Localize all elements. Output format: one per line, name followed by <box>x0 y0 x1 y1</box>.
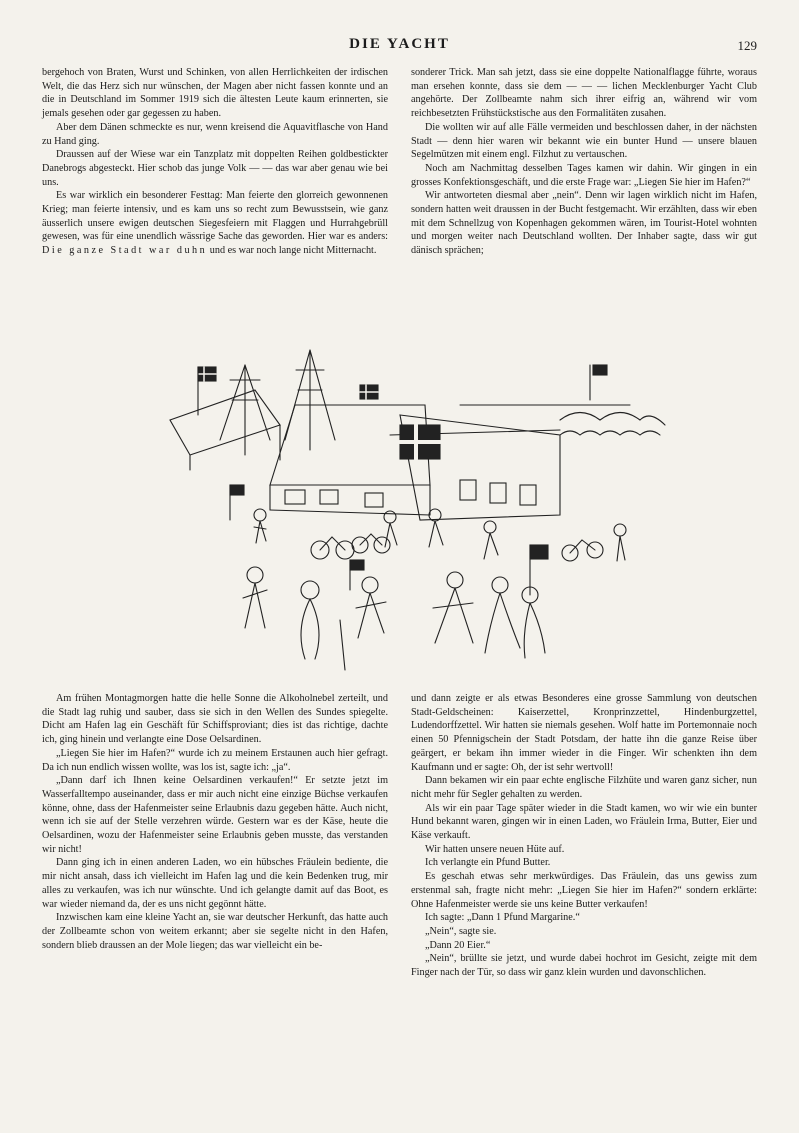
paragraph: Inzwischen kam eine kleine Yacht an, sie war deutscher Herkunft, das hatte auch der Zollbeamte schon von weitem erkannt; aber sie segelte nicht in den Hafen, sondern blieb draussen an der Mole liegen; das war vielleicht ein be- <box>42 912 388 951</box>
paragraph-end: und es war noch lange nicht Mitternacht. <box>209 245 377 257</box>
paragraph: Wir antworteten diesmal aber „nein“. Denn wir lagen wirklich nicht im Hafen, sondern hatten weit draussen in der Bucht festgemacht. Wir erzählten, dass wir eben mit dem Schnellzug von Kopenhagen gekommen wären, im Tourist-Hotel wohnten und morgen weiter nach Deutschland wollten. Der Inhaber sagte, dass wir gut dänisch sprächen; <box>411 190 757 257</box>
paragraph: Es geschah etwas sehr merkwürdiges. Das Fräulein, das uns gewiss zum erstenmal sah, fragte nicht mehr: „Liegen Sie hier im Hafen?“ sondern erklärte: Ohne Hafenmeister werde sie uns keine Butter verkaufen! <box>411 871 757 910</box>
paragraph: Wir hatten unsere neuen Hüte auf. <box>425 843 565 855</box>
column-top-right <box>411 66 757 258</box>
column-bottom-right <box>411 692 757 980</box>
paragraph: Dann ging ich in einen anderen Laden, wo ein hübsches Fräulein bediente, die mir nicht ansah, dass ich vielleicht im Hafen lag und die kein Bedenken trug, mir alles zu verkaufen, was ich nur wünschte. Und ich gelangte damit auf das Boot, es war wieder niemand da, der es uns nicht gegönnt hätte. <box>42 857 388 910</box>
paragraph: Ich verlangte ein Pfund Butter. <box>425 857 551 869</box>
harbor-festival-illustration <box>160 345 670 680</box>
paragraph: Aber dem Dänen schmeckte es nur, wenn kreisend die Aquavitflasche von Hand zu Hand ging. <box>42 121 388 147</box>
column-bottom-left <box>42 692 388 952</box>
paragraph: und dann zeigte er als etwas Besonderes eine grosse Sammlung von deutschen Stadt-Geldscheinen: Kaiserzettel, Kronprinzzettel, Hindenburgzettel, Ludendorffzettel. Wir hatten sie niemals gesehen. Wolf hatte im Portemonnaie noch einen 50 Pfennigschein der Stadt Potsdam, der hatte ihn die ganze Reise über geärgert, er bekam ihn immer wieder in die Finger. Wir schenkten ihn dem Kaufmann und er sagte: Oh, der ist sehr wertvoll! <box>411 693 757 773</box>
column-top-left <box>42 66 388 258</box>
paragraph: „Liegen Sie hier im Hafen?“ wurde ich zu meinem Erstaunen auch hier gefragt. Da ich nun endlich wissen wollte, was los ist, sagte ich: „ja“. <box>42 747 388 773</box>
page-number: 129 <box>737 38 757 53</box>
paragraph: Die wollten wir auf alle Fälle vermeiden und beschlossen daher, in der nächsten Stadt — denn hier waren wir bekannt wie ein bunter Hund — unsere blauen Segelmützen mit einem engl. Filzhut zu vertauschen. <box>411 121 757 161</box>
paragraph <box>42 189 388 258</box>
harbor-festival-sketch-icon <box>160 345 670 680</box>
page-header <box>0 36 799 56</box>
paragraph: Dann bekamen wir ein paar echte englische Filzhüte und waren ganz sicher, nun nicht mehr für Segler gehalten zu werden. <box>411 775 757 800</box>
paragraph: „Dann darf ich Ihnen keine Oelsardinen verkaufen!“ Er setzte jetzt im Wasserfalltempo auseinander, dass er mir auch nicht eine einzige Büchse verkaufen könne, ohne, dass der Hafenmeister seine Erlaubnis dazu gegeben hätte. Auch nicht, wenn ich sie auf der Stelle verzehren würde. Gestern war es der Käse, heute die Oelsardinen, wozu der Hafenmeister seine Erlaubnis geben musste, das verstanden wir nicht! <box>42 775 388 855</box>
paragraph: Als wir ein paar Tage später wieder in die Stadt kamen, wo wir wie ein bunter Hund bekannt waren, gingen wir in einen Laden, wo Fräulein Irma, Butter, Eier und Käse verkauft. <box>411 802 757 842</box>
paragraph: Noch am Nachmittag desselben Tages kamen wir dahin. Wir gingen in ein grosses Konfektionsgeschäft, und die erste Frage war: „Liegen Sie hier im Hafen?“ <box>411 162 757 188</box>
paragraph: Draussen auf der Wiese war ein Tanzplatz mit doppelten Reihen goldbestickter Danebrogs abgesteckt. Hier schob das junge Volk — — das war aber genau wie bei uns. <box>42 149 388 188</box>
paragraph: bergehoch von Braten, Wurst und Schinken, von allen Herrlichkeiten der irdischen Welt, die das Herz sich nur wünschen, der Magen aber nicht fassen konnte und an die in Deutschland im Sommer 1919 sich die ältesten Leute kaum erinnerten, sie jemals gesehen oder gar gegessen zu haben. <box>42 67 388 120</box>
paragraph: sonderer Trick. Man sah jetzt, dass sie eine doppelte Nationalflagge führte, woraus man ersehen konnte, dass sie dem — — — lichen Mecklenburger Yacht Club angehörte. Der Zollbeamte nahm sich ihrer eifrig an, während wir vom reichbesetzten Frühstückstische aus den Formalitäten zusahen. <box>411 67 757 120</box>
paragraph: „Nein“, brüllte sie jetzt, und wurde dabei hochrot im Gesicht, zeigte mit dem Finger nach der Tür, so dass wir ganz klein wurden und davonschlichen. <box>411 953 757 979</box>
paragraph: Ich sagte: „Dann 1 Pfund Margarine.“ <box>425 912 580 924</box>
paragraph-text: Es war wirklich ein besonderer Festtag: Man feierte den glorreich gewonnenen Krieg; man feierte intensiv, und es kam uns so recht zum Bewusstsein, wie ganz äusserlich unsere ewigen deutschen Siegesfeiern mit Flaggen und Hurrahgebrüll gewesen, was für eine unendlich wässrige Sache das geworden. Hier war es anders: <box>42 190 388 243</box>
paragraph: Am frühen Montagmorgen hatte die helle Sonne die Alkoholnebel zerteilt, und die Stadt lag ruhig und sauber, dass sie sich in den Wellen des Sundes spiegelte. Dicht am Hafen lag ein Geschäft für Schiffsproviant; dies ist das richtige, dachte ich, ging hinein und verlangte eine Dose Oelsardinen. <box>42 693 388 746</box>
paragraph: „Dann 20 Eier.“ <box>425 939 491 951</box>
magazine-title: DIE YACHT <box>349 36 450 52</box>
paragraph: „Nein“, sagte sie. <box>425 925 497 937</box>
spaced-text: Die ganze Stadt war duhn <box>42 245 208 257</box>
